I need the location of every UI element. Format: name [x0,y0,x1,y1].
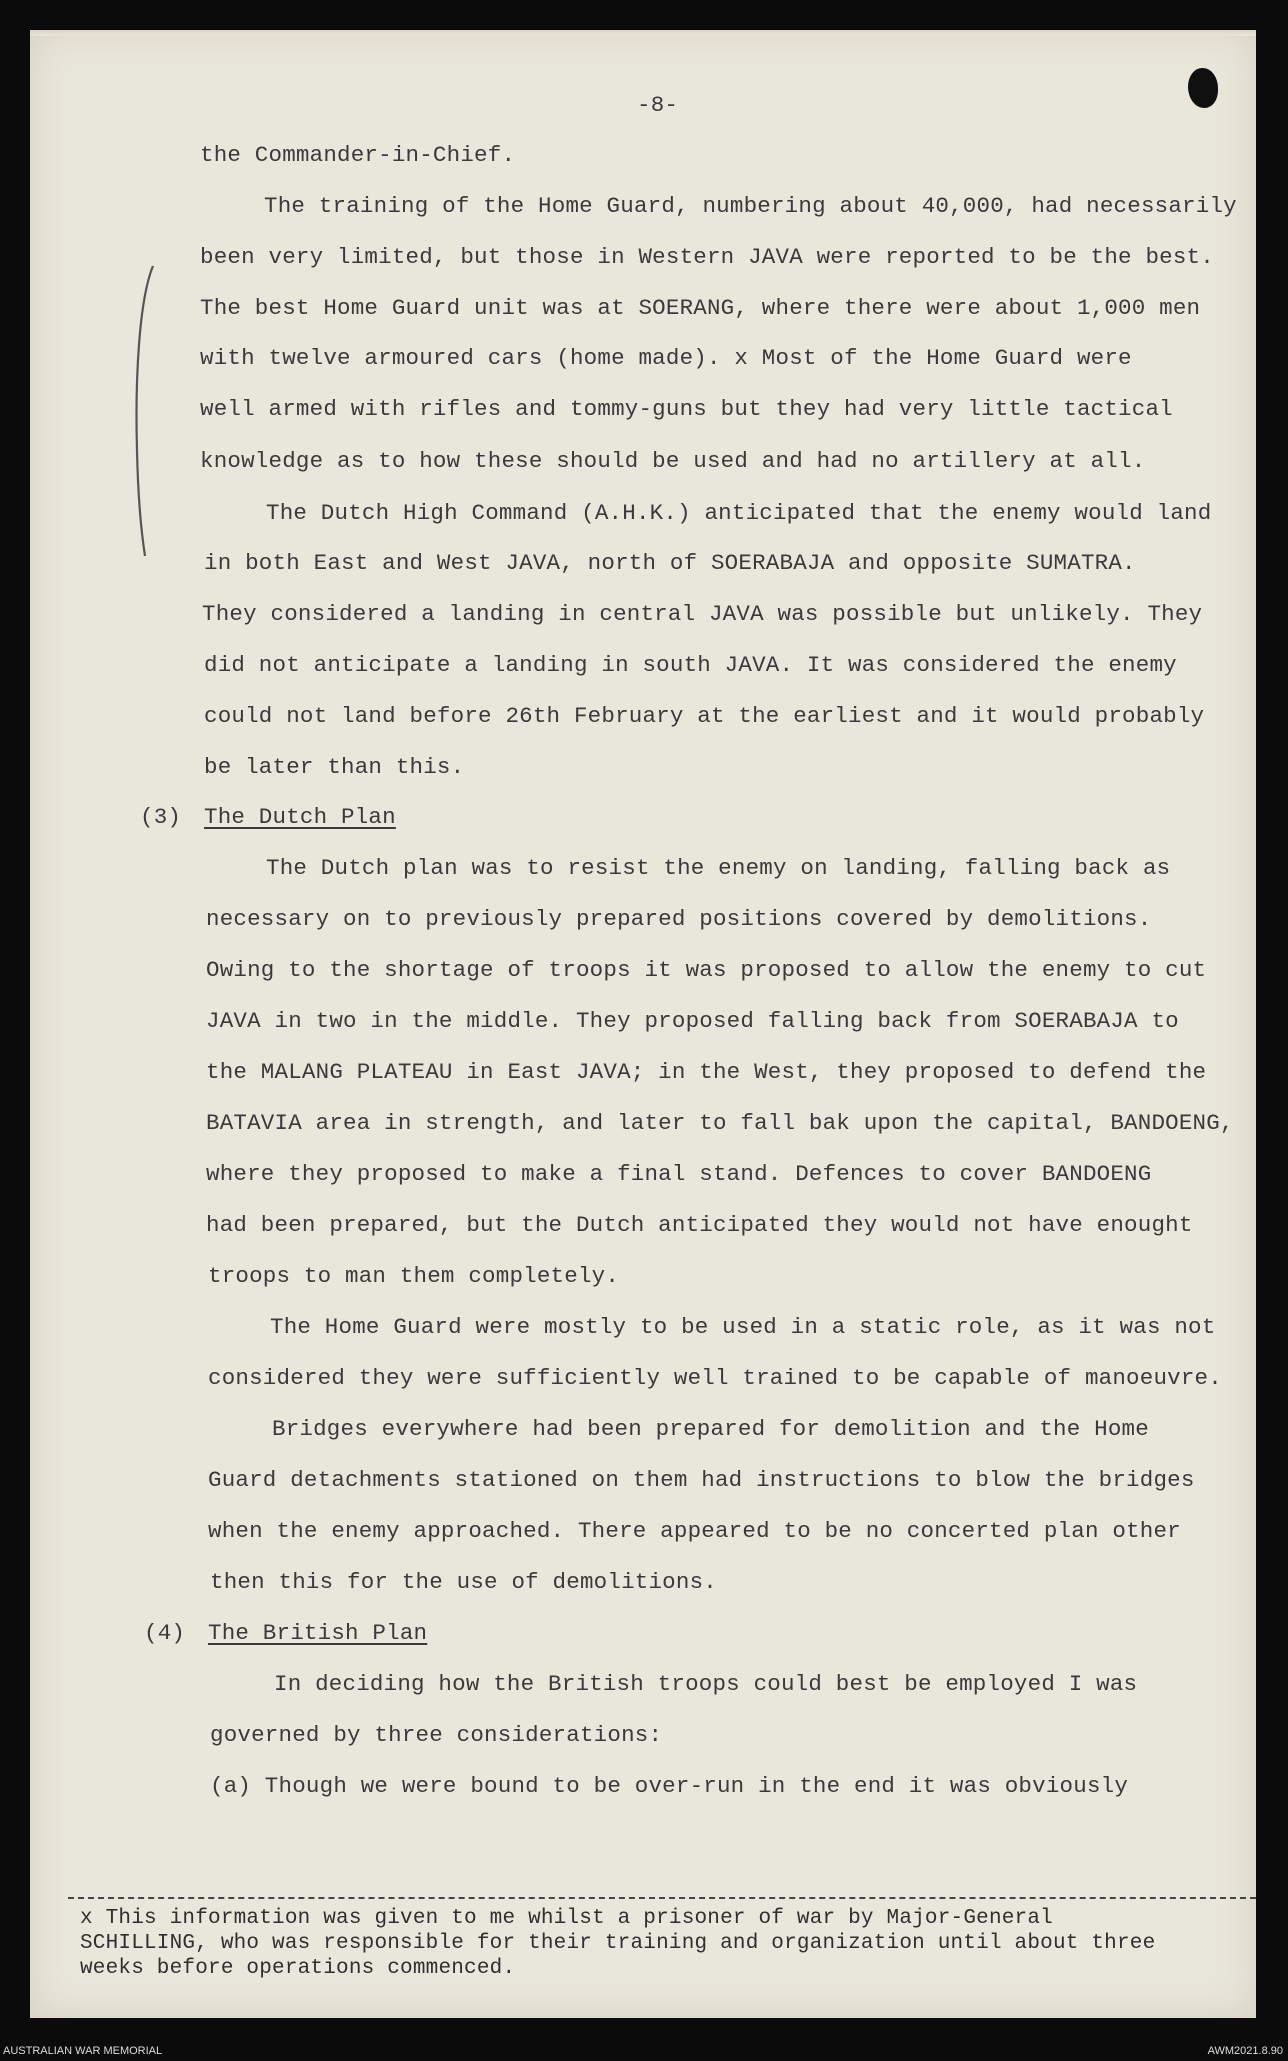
text-line: could not land before 26th February at the earliest and it would probably [204,703,1205,729]
text-line: then this for the use of demolitions. [210,1569,717,1595]
section-number: (3) [140,804,182,830]
text-line: did not anticipate a landing in south JAVA. It was considered the enemy [204,652,1177,678]
text-line: governed by three considerations: [210,1722,663,1748]
text-line: with twelve armoured cars (home made). x Most of the Home Guard were [200,345,1132,371]
text-line: where they proposed to make a final stand. Defences to cover BANDOENG [206,1161,1152,1187]
text-line: knowledge as to how these should be used and had no artillery at all. [200,448,1146,474]
footnote-line: weeks before operations commenced. [80,1957,516,1980]
text-line: the Commander-in-Chief. [200,142,516,168]
text-line: necessary on to previously prepared positions covered by demolitions. [206,906,1152,932]
text-line: be later than this. [204,754,465,780]
text-line: Guard detachments stationed on them had instructions to blow the bridges [208,1467,1195,1493]
text-line: the MALANG PLATEAU in East JAVA; in the West, they proposed to defend the [206,1059,1207,1085]
text-line: The Dutch High Command (A.H.K.) anticipated that the enemy would land [266,500,1212,526]
section-heading: The British Plan [208,1620,428,1646]
text-line: considered they were sufficiently well trained to be capable of manoeuvre. [208,1365,1222,1391]
text-line: been very limited, but those in Western JAVA were reported to be the best. [200,244,1214,270]
section-number: (4) [144,1620,186,1646]
pencil-margin-mark [125,260,163,560]
text-line: The training of the Home Guard, numbering about 40,000, had necessarily [264,193,1237,219]
reference-code: AWM2021.8.90 [1207,2045,1283,2057]
text-line: had been prepared, but the Dutch anticipated they would not have enought [206,1212,1193,1238]
footnote-line: x This information was given to me whilst a prisoner of war by Major-General [80,1907,1053,1930]
text-line: In deciding how the British troops could best be employed I was [274,1671,1138,1697]
text-line: when the enemy approached. There appeared to be no concerted plan other [208,1518,1181,1544]
text-line: (a) Though we were bound to be over-run in the end it was obviously [210,1773,1129,1799]
punch-hole [1188,68,1218,108]
document-page [30,30,1256,2018]
text-line: They considered a landing in central JAVA was possible but unlikely. They [202,601,1203,627]
text-line: The Home Guard were mostly to be used in a static role, as it was not [270,1314,1216,1340]
text-line: well armed with rifles and tommy-guns but they had very little tactical [200,396,1173,422]
text-line: The Dutch plan was to resist the enemy on landing, falling back as [266,855,1171,881]
text-line: The best Home Guard unit was at SOERANG, where there were about 1,000 men [200,295,1201,321]
footnote-line: SCHILLING, who was responsible for their training and organization until about three [80,1932,1156,1955]
text-line: troops to man them completely. [208,1263,620,1289]
text-line: BATAVIA area in strength, and later to fall bak upon the capital, BANDOENG, [206,1110,1234,1136]
text-line: Owing to the shortage of troops it was proposed to allow the enemy to cut [206,957,1207,983]
archive-label: AUSTRALIAN WAR MEMORIAL [3,2045,163,2057]
footnote-divider [68,1897,1256,1899]
section-heading: The Dutch Plan [204,804,396,830]
page-number: -8- [637,92,679,118]
text-line: Bridges everywhere had been prepared for demolition and the Home [272,1416,1149,1442]
text-line: JAVA in two in the middle. They proposed falling back from SOERABAJA to [206,1008,1179,1034]
text-line: in both East and West JAVA, north of SOERABAJA and opposite SUMATRA. [204,550,1136,576]
